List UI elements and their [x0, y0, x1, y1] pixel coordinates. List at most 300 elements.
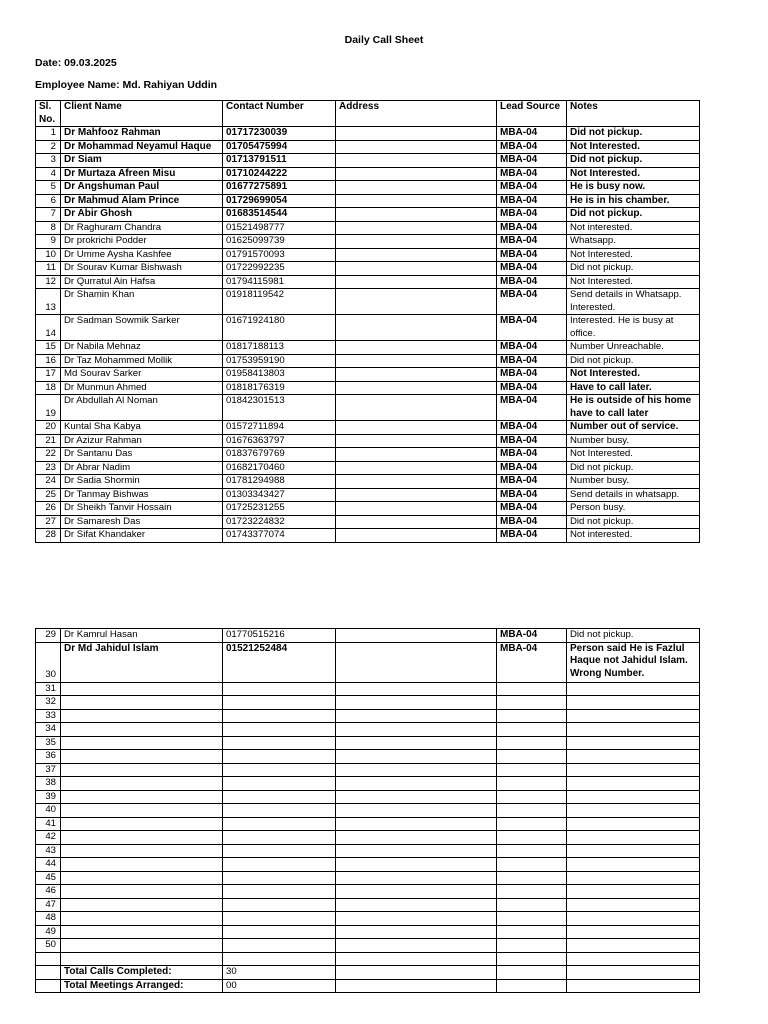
cell-notes: Not interested.	[567, 529, 700, 543]
cell-notes	[567, 790, 700, 804]
cell-notes: Number busy.	[567, 434, 700, 448]
cell-contact-number: 01723224832	[223, 515, 336, 529]
cell-notes	[567, 952, 700, 966]
table-row	[36, 127, 700, 141]
table-row	[36, 488, 700, 502]
cell-lead-source: MBA-04	[497, 354, 567, 368]
cell-address	[336, 817, 497, 831]
cell-notes	[567, 898, 700, 912]
header-sl-no: Sl. No.	[36, 101, 61, 127]
cell-notes: Did not pickup.	[567, 354, 700, 368]
cell-address	[336, 629, 497, 643]
cell-client-name: Dr Tanmay Bishwas	[61, 488, 223, 502]
table-row	[36, 354, 700, 368]
table-row	[36, 381, 700, 395]
cell-contact-number: 01677275891	[223, 181, 336, 195]
cell-client-name	[61, 898, 223, 912]
cell-notes	[567, 939, 700, 953]
table-row	[36, 529, 700, 543]
call-sheet-table-page-1	[35, 100, 700, 543]
cell-notes: He is in his chamber.	[567, 194, 700, 208]
cell-lead-source	[497, 682, 567, 696]
cell-lead-source: MBA-04	[497, 221, 567, 235]
cell-sl-no: 7	[36, 208, 61, 222]
cell-lead-source	[497, 898, 567, 912]
cell-client-name	[61, 790, 223, 804]
cell-notes	[567, 682, 700, 696]
cell-client-name: Dr Abdullah Al Noman	[61, 395, 223, 421]
cell-sl-no: 8	[36, 221, 61, 235]
cell-client-name: Dr Sadman Sowmik Sarker	[61, 315, 223, 341]
cell-contact-number	[223, 763, 336, 777]
table-row	[36, 939, 700, 953]
cell-lead-source: MBA-04	[497, 381, 567, 395]
cell-sl-no: 34	[36, 723, 61, 737]
cell-sl-no: 5	[36, 181, 61, 195]
cell-address	[336, 952, 497, 966]
cell-contact-number: 01918119542	[223, 289, 336, 315]
cell-notes: Have to call later.	[567, 381, 700, 395]
cell-lead-source	[497, 952, 567, 966]
cell-client-name: Dr Md Jahidul Islam	[61, 642, 223, 682]
cell-lead-source	[497, 763, 567, 777]
cell-notes: Did not pickup.	[567, 629, 700, 643]
table-row	[36, 925, 700, 939]
cell-lead-source: MBA-04	[497, 154, 567, 168]
table-row	[36, 461, 700, 475]
cell-address	[336, 381, 497, 395]
cell-contact-number	[223, 709, 336, 723]
cell-sl-no: 50	[36, 939, 61, 953]
cell-notes	[567, 871, 700, 885]
cell-sl-no: 11	[36, 262, 61, 276]
cell-address	[336, 488, 497, 502]
cell-contact-number: 01770515216	[223, 629, 336, 643]
cell-sl-no: 42	[36, 831, 61, 845]
table-row	[36, 315, 700, 341]
cell-address	[336, 289, 497, 315]
cell-sl-no: 9	[36, 235, 61, 249]
cell-notes: Send details in Whatsapp. Interested.	[567, 289, 700, 315]
table-row	[36, 642, 700, 682]
cell-client-name: Dr Sourav Kumar Bishwash	[61, 262, 223, 276]
table-row	[36, 682, 700, 696]
cell-sl-no: 28	[36, 529, 61, 543]
cell-notes: Number Unreachable.	[567, 341, 700, 355]
cell-contact-number: 01729699054	[223, 194, 336, 208]
table-row	[36, 341, 700, 355]
cell-lead-source	[497, 777, 567, 791]
cell-contact-number: 01710244222	[223, 167, 336, 181]
cell-lead-source	[497, 709, 567, 723]
cell-lead-source: MBA-04	[497, 475, 567, 489]
cell-contact-number	[223, 723, 336, 737]
cell-sl-no: 35	[36, 736, 61, 750]
cell-address	[336, 448, 497, 462]
cell-address	[336, 368, 497, 382]
cell-address	[336, 912, 497, 926]
cell-client-name	[61, 939, 223, 953]
cell-notes: Did not pickup.	[567, 208, 700, 222]
table-row	[36, 736, 700, 750]
cell-address	[336, 167, 497, 181]
cell-client-name: Dr prokrichi Podder	[61, 235, 223, 249]
cell-address	[336, 208, 497, 222]
cell-contact-number: 01625099739	[223, 235, 336, 249]
cell-sl-no: 6	[36, 194, 61, 208]
cell-sl-no: 3	[36, 154, 61, 168]
employee-name-line: Employee Name: Md. Rahiyan Uddin	[35, 79, 218, 91]
cell-lead-source	[497, 804, 567, 818]
cell-contact-number: 01705475994	[223, 140, 336, 154]
cell-address	[336, 181, 497, 195]
cell-sl-no: 20	[36, 421, 61, 435]
cell-address	[336, 262, 497, 276]
cell-lead-source	[497, 844, 567, 858]
cell-sl-no: 1	[36, 127, 61, 141]
cell-lead-source: MBA-04	[497, 515, 567, 529]
cell-sl-no: 22	[36, 448, 61, 462]
table-row	[36, 181, 700, 195]
cell-contact-number: 01722992235	[223, 262, 336, 276]
cell-sl-no: 48	[36, 912, 61, 926]
table-row	[36, 248, 700, 262]
cell-sl-no	[36, 966, 61, 980]
cell-notes: Did not pickup.	[567, 127, 700, 141]
cell-client-name	[61, 682, 223, 696]
cell-notes	[567, 912, 700, 926]
cell-notes	[567, 817, 700, 831]
table-row	[36, 395, 700, 421]
cell-address	[336, 736, 497, 750]
cell-client-name: Dr Kamrul Hasan	[61, 629, 223, 643]
cell-contact-number: 01682170460	[223, 461, 336, 475]
table-row	[36, 912, 700, 926]
cell-contact-number: 01671924180	[223, 315, 336, 341]
cell-address	[336, 777, 497, 791]
cell-contact-number: 01818176319	[223, 381, 336, 395]
cell-client-name	[61, 844, 223, 858]
cell-client-name	[61, 952, 223, 966]
sheet-title: Daily Call Sheet	[344, 34, 424, 46]
cell-sl-no: 41	[36, 817, 61, 831]
cell-sl-no: 30	[36, 642, 61, 682]
cell-notes	[567, 709, 700, 723]
cell-lead-source: MBA-04	[497, 395, 567, 421]
cell-client-name	[61, 912, 223, 926]
cell-client-name	[61, 925, 223, 939]
cell-notes: Whatsapp.	[567, 235, 700, 249]
cell-notes: Did not pickup.	[567, 154, 700, 168]
cell-lead-source	[497, 858, 567, 872]
cell-address	[336, 421, 497, 435]
cell-contact-number	[223, 804, 336, 818]
table-row	[36, 763, 700, 777]
table-row	[36, 723, 700, 737]
call-sheet-table-page-2	[35, 628, 700, 993]
cell-address	[336, 515, 497, 529]
cell-sl-no: 21	[36, 434, 61, 448]
cell-contact-number: 01303343427	[223, 488, 336, 502]
cell-lead-source	[497, 723, 567, 737]
table-row	[36, 858, 700, 872]
totals-value: 30	[223, 966, 336, 980]
cell-lead-source: MBA-04	[497, 642, 567, 682]
cell-address	[336, 979, 497, 993]
table-row	[36, 368, 700, 382]
cell-notes	[567, 831, 700, 845]
header-contact-number: Contact Number	[223, 101, 336, 127]
cell-client-name	[61, 736, 223, 750]
cell-lead-source	[497, 966, 567, 980]
cell-address	[336, 763, 497, 777]
cell-address	[336, 750, 497, 764]
cell-address	[336, 709, 497, 723]
cell-lead-source	[497, 696, 567, 710]
cell-client-name	[61, 885, 223, 899]
cell-sl-no: 44	[36, 858, 61, 872]
cell-notes: Not Interested.	[567, 248, 700, 262]
cell-address	[336, 461, 497, 475]
cell-contact-number: 01794115981	[223, 275, 336, 289]
cell-sl-no: 47	[36, 898, 61, 912]
cell-client-name: Dr Abir Ghosh	[61, 208, 223, 222]
cell-contact-number: 01521252484	[223, 642, 336, 682]
cell-client-name: Md Sourav Sarker	[61, 368, 223, 382]
header-notes: Notes	[567, 101, 700, 127]
cell-lead-source: MBA-04	[497, 421, 567, 435]
table-row	[36, 289, 700, 315]
table-row	[36, 421, 700, 435]
cell-contact-number: 01842301513	[223, 395, 336, 421]
cell-address	[336, 275, 497, 289]
cell-notes: Did not pickup.	[567, 461, 700, 475]
cell-sl-no: 10	[36, 248, 61, 262]
cell-lead-source: MBA-04	[497, 461, 567, 475]
cell-address	[336, 235, 497, 249]
cell-contact-number: 01791570093	[223, 248, 336, 262]
table-row	[36, 750, 700, 764]
cell-address	[336, 966, 497, 980]
cell-address	[336, 502, 497, 516]
cell-sl-no: 25	[36, 488, 61, 502]
cell-client-name	[61, 709, 223, 723]
cell-client-name	[61, 777, 223, 791]
cell-notes	[567, 804, 700, 818]
cell-notes	[567, 885, 700, 899]
cell-client-name: Dr Mohammad Neyamul Haque	[61, 140, 223, 154]
cell-notes: Number busy.	[567, 475, 700, 489]
cell-notes	[567, 750, 700, 764]
table-row	[36, 502, 700, 516]
cell-client-name	[61, 817, 223, 831]
header-lead-source: Lead Source	[497, 101, 567, 127]
cell-client-name: Dr Sheikh Tanvir Hossain	[61, 502, 223, 516]
cell-notes: Not Interested.	[567, 140, 700, 154]
cell-contact-number	[223, 682, 336, 696]
cell-contact-number	[223, 817, 336, 831]
cell-address	[336, 395, 497, 421]
cell-sl-no: 13	[36, 289, 61, 315]
table-row	[36, 885, 700, 899]
cell-client-name	[61, 831, 223, 845]
table-row	[36, 696, 700, 710]
cell-notes	[567, 696, 700, 710]
cell-lead-source: MBA-04	[497, 208, 567, 222]
cell-address	[336, 154, 497, 168]
cell-client-name	[61, 871, 223, 885]
header-client-name: Client Name	[61, 101, 223, 127]
cell-client-name: Dr Angshuman Paul	[61, 181, 223, 195]
table-row	[36, 262, 700, 276]
cell-sl-no: 19	[36, 395, 61, 421]
cell-notes	[567, 723, 700, 737]
cell-contact-number	[223, 939, 336, 953]
cell-address	[336, 831, 497, 845]
table-row	[36, 448, 700, 462]
cell-lead-source	[497, 885, 567, 899]
table-row	[36, 898, 700, 912]
cell-client-name: Dr Umme Aysha Kashfee	[61, 248, 223, 262]
cell-lead-source: MBA-04	[497, 167, 567, 181]
cell-address	[336, 221, 497, 235]
cell-client-name	[61, 763, 223, 777]
cell-notes	[567, 763, 700, 777]
cell-notes	[567, 736, 700, 750]
cell-client-name: Dr Samaresh Das	[61, 515, 223, 529]
table-row	[36, 275, 700, 289]
cell-client-name	[61, 723, 223, 737]
cell-notes: Number out of service.	[567, 421, 700, 435]
cell-lead-source	[497, 817, 567, 831]
cell-sl-no	[36, 952, 61, 966]
cell-address	[336, 898, 497, 912]
cell-contact-number: 01725231255	[223, 502, 336, 516]
cell-sl-no: 29	[36, 629, 61, 643]
cell-lead-source: MBA-04	[497, 502, 567, 516]
cell-lead-source: MBA-04	[497, 488, 567, 502]
cell-client-name	[61, 804, 223, 818]
cell-contact-number	[223, 750, 336, 764]
cell-sl-no: 49	[36, 925, 61, 939]
cell-client-name: Dr Shamin Khan	[61, 289, 223, 315]
cell-client-name	[61, 750, 223, 764]
cell-lead-source: MBA-04	[497, 262, 567, 276]
table-row	[36, 790, 700, 804]
cell-sl-no: 27	[36, 515, 61, 529]
cell-address	[336, 475, 497, 489]
cell-client-name	[61, 696, 223, 710]
table-row	[36, 831, 700, 845]
cell-sl-no: 26	[36, 502, 61, 516]
cell-lead-source	[497, 912, 567, 926]
table-row	[36, 154, 700, 168]
cell-address	[336, 925, 497, 939]
cell-lead-source: MBA-04	[497, 275, 567, 289]
cell-contact-number: 01676363797	[223, 434, 336, 448]
table-row	[36, 194, 700, 208]
totals-label: Total Meetings Arranged:	[61, 979, 223, 993]
cell-sl-no: 2	[36, 140, 61, 154]
cell-lead-source	[497, 939, 567, 953]
cell-lead-source	[497, 871, 567, 885]
table-row	[36, 817, 700, 831]
table-row	[36, 952, 700, 966]
cell-client-name: Dr Mahmud Alam Prince	[61, 194, 223, 208]
cell-notes: Not interested.	[567, 221, 700, 235]
table-row	[36, 221, 700, 235]
cell-sl-no: 17	[36, 368, 61, 382]
cell-address	[336, 341, 497, 355]
cell-lead-source	[497, 750, 567, 764]
cell-contact-number: 01572711894	[223, 421, 336, 435]
cell-notes: He is outside of his home have to call later	[567, 395, 700, 421]
cell-lead-source	[497, 831, 567, 845]
cell-lead-source: MBA-04	[497, 127, 567, 141]
cell-sl-no: 4	[36, 167, 61, 181]
table-row	[36, 167, 700, 181]
cell-address	[336, 194, 497, 208]
table-row	[36, 804, 700, 818]
cell-contact-number: 01713791511	[223, 154, 336, 168]
table-row	[36, 208, 700, 222]
cell-sl-no: 24	[36, 475, 61, 489]
cell-sl-no: 46	[36, 885, 61, 899]
table-row	[36, 475, 700, 489]
cell-client-name: Dr Mahfooz Rahman	[61, 127, 223, 141]
cell-notes	[567, 966, 700, 980]
cell-address	[336, 682, 497, 696]
cell-address	[336, 696, 497, 710]
cell-lead-source: MBA-04	[497, 368, 567, 382]
cell-sl-no: 15	[36, 341, 61, 355]
table-row	[36, 235, 700, 249]
cell-contact-number: 01521498777	[223, 221, 336, 235]
cell-notes: Not Interested.	[567, 448, 700, 462]
cell-client-name: Dr Sadia Shormin	[61, 475, 223, 489]
table-row	[36, 709, 700, 723]
cell-client-name: Dr Qurratul Ain Hafsa	[61, 275, 223, 289]
cell-sl-no: 14	[36, 315, 61, 341]
cell-contact-number: 01683514544	[223, 208, 336, 222]
cell-contact-number	[223, 925, 336, 939]
cell-client-name: Kuntal Sha Kabya	[61, 421, 223, 435]
cell-sl-no: 23	[36, 461, 61, 475]
cell-notes: Person busy.	[567, 502, 700, 516]
cell-sl-no	[36, 979, 61, 993]
cell-sl-no: 38	[36, 777, 61, 791]
cell-notes: Person said He is Fazlul Haque not Jahidul Islam. Wrong Number.	[567, 642, 700, 682]
cell-lead-source: MBA-04	[497, 341, 567, 355]
cell-sl-no: 18	[36, 381, 61, 395]
cell-address	[336, 127, 497, 141]
cell-lead-source: MBA-04	[497, 629, 567, 643]
header-address: Address	[336, 101, 497, 127]
cell-sl-no: 43	[36, 844, 61, 858]
cell-client-name: Dr Taz Mohammed Mollik	[61, 354, 223, 368]
cell-notes: Did not pickup.	[567, 515, 700, 529]
table-row	[36, 515, 700, 529]
cell-address	[336, 140, 497, 154]
cell-lead-source: MBA-04	[497, 529, 567, 543]
cell-sl-no: 36	[36, 750, 61, 764]
cell-address	[336, 248, 497, 262]
cell-lead-source: MBA-04	[497, 194, 567, 208]
table-row	[36, 434, 700, 448]
cell-lead-source: MBA-04	[497, 140, 567, 154]
cell-contact-number	[223, 696, 336, 710]
cell-address	[336, 844, 497, 858]
